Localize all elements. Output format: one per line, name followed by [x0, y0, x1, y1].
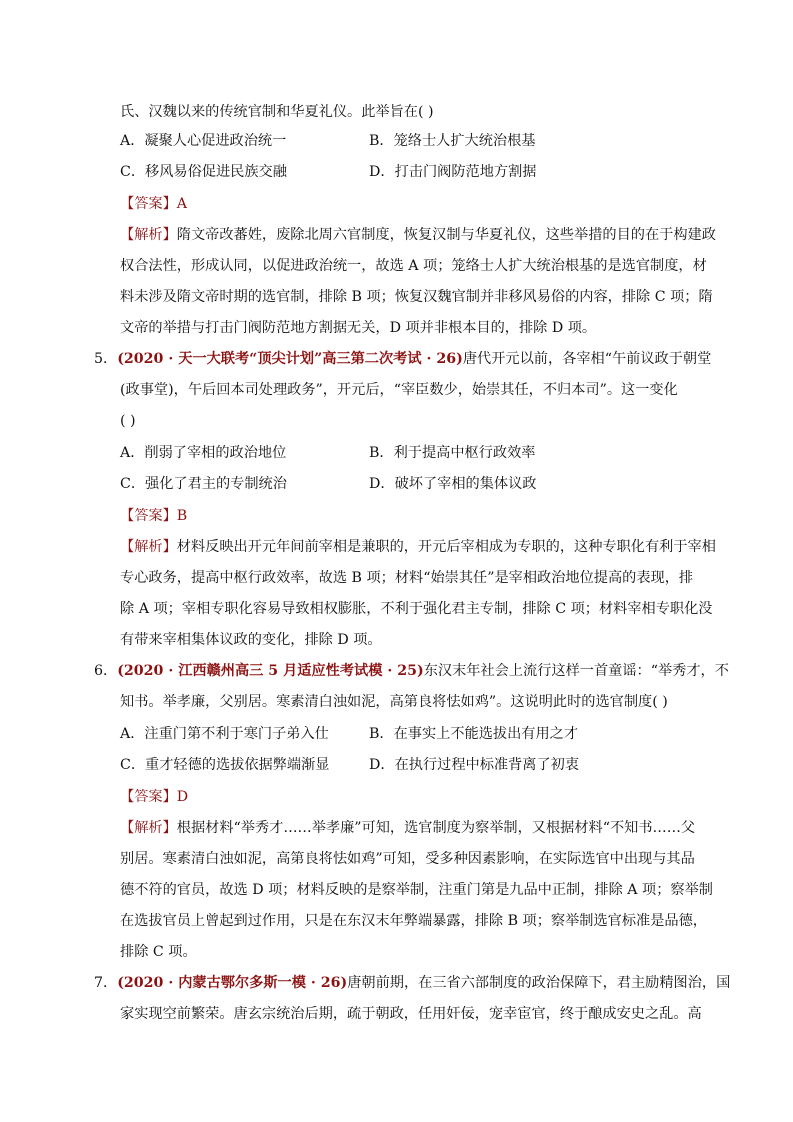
q6-option-d: D．在执行过程中标准背离了初衷 [369, 757, 580, 773]
q6-answer: 【答案】D [120, 789, 189, 805]
q5-option-c: C．强化了君主的专制统治 [120, 476, 287, 492]
q7-number: 7． [94, 975, 118, 991]
q4-analysis-line-1: 【解析】隋文帝改蕃姓，废除北周六官制度，恢复汉制与华夏礼仪，这些举措的目的在于构建政 [120, 227, 716, 243]
q5-analysis-line-4: 有带来宰相集体议政的变化，排除 D 项。 [120, 632, 382, 648]
analysis-label: 【解析】 [120, 820, 177, 836]
q6-analysis-line-1: 【解析】根据材料“举秀才……举孝廉”可知，选官制度为察举制，又根据材料“不知书……父 [120, 820, 696, 836]
q6-stem-line-1: 东汉末年社会上流行这样一首童谣：“举秀才，不 [423, 663, 729, 679]
q6-first-line [94, 661, 729, 681]
q5-option-b: B．利于提高中枢行政效率 [369, 445, 536, 461]
q4-option-a: A．凝聚人心促进政治统一 [120, 133, 287, 149]
q5-answer: 【答案】B [120, 508, 188, 524]
q4-stem-end: 氏、汉魏以来的传统官制和华夏礼仪。此举旨在( ) [120, 104, 434, 120]
q6-analysis-line-4: 在选拔官员上曾起到过作用，只是在东汉末年弊端暴露，排除 B 项；察举制选官标准是品德， [120, 913, 707, 929]
q6-option-b: B．在事实上不能选拔出有用之才 [369, 726, 579, 742]
q5-number: 5． [94, 351, 118, 367]
q4-option-b: B．笼络士人扩大统治根基 [369, 133, 536, 149]
q4-analysis-line-3: 料未涉及隋文帝时期的选官制，排除 B 项；恢复汉魏官制并非移风易俗的内容，排除 C 项；隋 [120, 289, 713, 305]
q6-analysis-line-2: 别居。寒素清白浊如泥，高第良将怯如鸡”可知，受多种因素影响，在实际选官中出现与其品 [120, 851, 695, 867]
q5-stem-line-1: 唐代开元以前，各宰相“午前议政于朝堂 [462, 351, 712, 367]
q6-stem-line-2: 知书。举孝廉，父别居。寒素清白浊如泥，高第良将怯如鸡”。这说明此时的选官制度( ) [120, 694, 668, 710]
q5-analysis-line-3: 除 A 项；宰相专职化容易导致相权膨胀，不利于强化君主专制，排除 C 项；材料宰相专职化没 [120, 601, 713, 617]
q4-answer: 【答案】A [120, 196, 187, 212]
q5-analysis-line-1: 【解析】材料反映出开元年间前宰相是兼职的，开元后宰相成为专职的，这种专职化有利于宰相 [120, 539, 716, 555]
q5-first-line [94, 349, 712, 369]
q6-option-a: A．注重门第不利于寒门子弟入仕 [120, 726, 329, 742]
q5-option-d: D．破坏了宰相的集体议政 [369, 476, 537, 492]
q4-analysis-line-2: 权合法性，形成认同，以促进政治统一，故选 A 项；笼络士人扩大统治根基的是选官制度，材 [120, 258, 707, 274]
q5-analysis-line-2: 专心政务，提高中枢行政效率，故选 B 项；材料“始崇其任”是宰相政治地位提高的表现，排 [120, 570, 694, 586]
q6-source: (2020 · 江西赣州高三 5 月适应性考试模 · 25) [117, 663, 424, 679]
q7-first-line [94, 973, 731, 993]
q7-source: (2020 · 内蒙古鄂尔多斯一模 · 26) [117, 975, 348, 991]
q7-stem-line-1: 唐朝前期，在三省六部制度的政治保障下，君主励精图治，国 [347, 975, 731, 991]
q7-stem-line-2: 家实现空前繁荣。唐玄宗统治后期，疏于朝政，任用奸佞，宠幸宦官，终于酿成安史之乱。高 [120, 1006, 702, 1022]
q5-stem-line-3: ( ) [120, 413, 136, 429]
q5-source: (2020 · 天一大联考“顶尖计划”高三第二次考试 · 26) [117, 351, 463, 367]
q5-stem-line-2: (政事堂)，午后回本司处理政务”，开元后，“宰臣数少，始崇其任，不归本司”。这一变化 [120, 382, 678, 398]
q6-analysis-line-5: 排除 C 项。 [120, 944, 197, 960]
q4-option-d: D．打击门阀防范地方割据 [369, 164, 537, 180]
q6-number: 6． [94, 663, 118, 679]
q4-option-c: C．移风易俗促进民族交融 [120, 164, 287, 180]
q6-analysis-line-3: 德不符的官员，故选 D 项；材料反映的是察举制，注重门第是九品中正制，排除 A 项；察举制 [120, 882, 713, 898]
analysis-label: 【解析】 [120, 227, 177, 243]
analysis-label: 【解析】 [120, 539, 177, 555]
q6-option-c: C．重才轻德的选拔依据弊端渐显 [120, 757, 330, 773]
q4-analysis-line-4: 文帝的举措与打击门阀防范地方割据无关，D 项并非根本目的，排除 D 项。 [120, 320, 597, 336]
q5-option-a: A．削弱了宰相的政治地位 [120, 445, 287, 461]
